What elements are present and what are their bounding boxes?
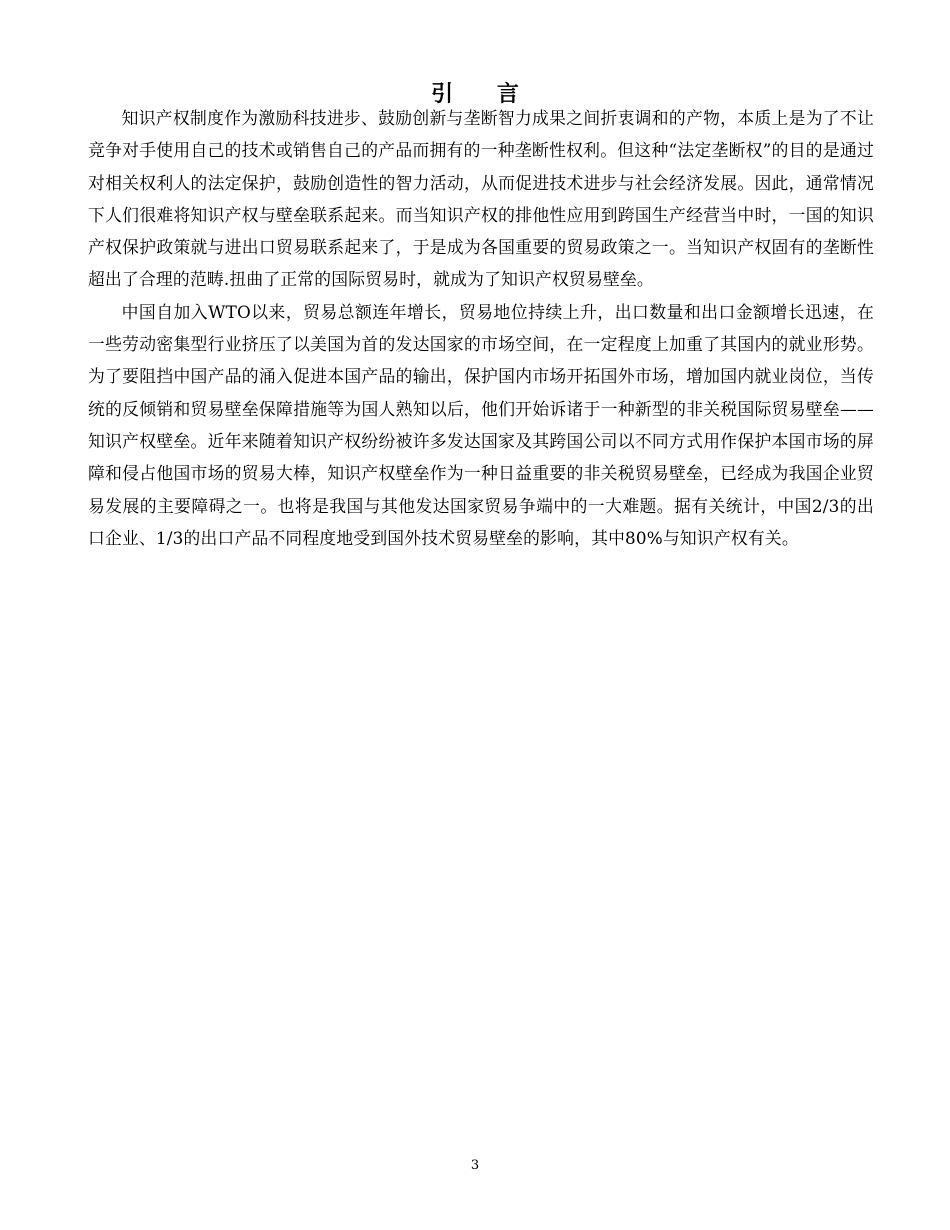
paragraph-2: 中国自加入WTO以来，贸易总额连年增长，贸易地位持续上升，出口数量和出口金额增长迅速，在一些劳动密集型行业挤压了以美国为首的发达国家的市场空间，在一定程度上加重了其国内的就业形势。为了要阻挡中国产品的涌入促进本国产品的输出，保护国内市场开拓国外市场，增加国内就业岗位，当传统的反倾销和贸易壁垒保障措施等为国人熟知以后，他们开始诉诸于一种新型的非关税国际贸易壁垒——知识产权壁垒。近年来随着知识产权纷纷被许多发达国家及其跨国公司以不同方式用作保护本国市场的屏障和侵占他国市场的贸易大棒，知识产权壁垒作为一种日益重要的非关税贸易壁垒，已经成为我国企业贸易发展的主要障碍之一。也将是我国与其他发达国家贸易争端中的一大难题。据有关统计，中国2/3的出口企业、1/3的出口产品不同程度地受到国外技术贸易壁垒的影响，其中80%与知识产权有关。 bbox=[88, 301, 874, 548]
paragraph-1: 知识产权制度作为激励科技进步、鼓励创新与垄断智力成果之间折衷调和的产物，本质上是为了不让竞争对手使用自己的技术或销售自己的产品而拥有的一种垄断性权利。但这种“法定垄断权”的目的是通过对相关权利人的法定保护，鼓励创造性的智力活动，从而促进技术进步与社会经济发展。因此，通常情况下人们很难将知识产权与壁垒联系起来。而当知识产权的排他性应用到跨国生产经营当中时，一国的知识产权保护政策就与进出口贸易联系起来了，于是成为各国重要的贸易政策之一。当知识产权固有的垄断性超出了合理的范畴.扭曲了正常的国际贸易时，就成为了知识产权贸易壁垒。 bbox=[88, 108, 874, 290]
body-text bbox=[88, 102, 874, 554]
page-title: 引 言 bbox=[431, 82, 537, 107]
page-number: 3 bbox=[470, 1158, 480, 1173]
